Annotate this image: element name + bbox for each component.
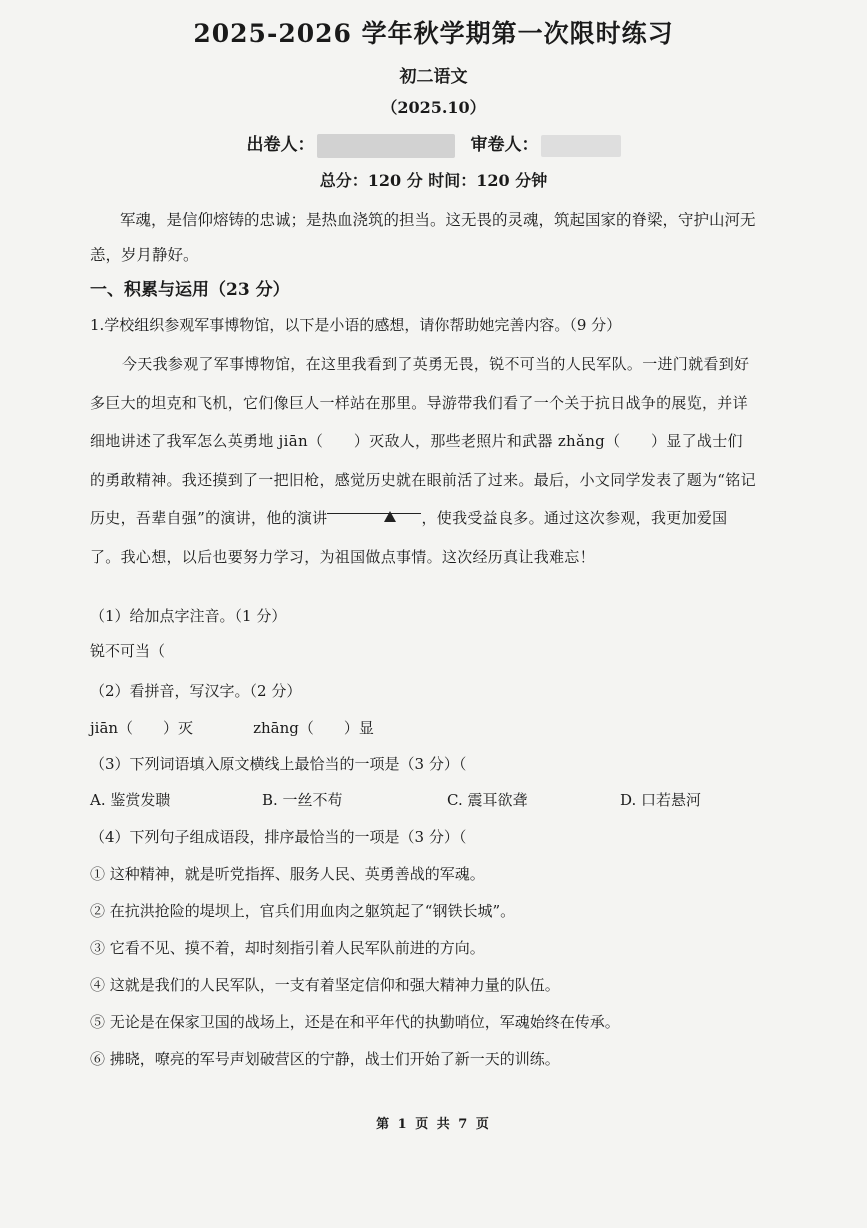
exam-title: 2025-2026 学年秋学期第一次限时练习 bbox=[193, 19, 674, 48]
exam-date: （2025.10） bbox=[381, 98, 486, 117]
sentence-item: ① 这种精神，就是听党指挥、服务人民、英勇善战的军魂。 bbox=[90, 865, 485, 883]
page-footer: 第 1 页 共 7 页 bbox=[376, 1117, 491, 1132]
subquestion-4: （4）下列句子组成语段，排序最恰当的一项是（3 分）（ bbox=[90, 828, 467, 846]
passage-part-d: ，使我受益良多。通过这次参观，我更加爱国了。我心想，以后也要努力学习，为祖国做点事情。这次经历真让我难忘！ bbox=[90, 509, 728, 566]
answer-blank bbox=[327, 499, 421, 514]
sentence-item: ⑤ 无论是在保家卫国的战场上，还是在和平年代的执勤哨位，军魂始终在传承。 bbox=[90, 1013, 620, 1031]
pinyin-item-zhang: zhāng（ ）显 bbox=[253, 719, 374, 737]
sentence-item: ④ 这就是我们的人民军队，一支有着坚定信仰和强大精神力量的队伍。 bbox=[90, 976, 560, 994]
sentence-item: ⑥ 拂晓，嘹亮的军号声划破营区的宁静，战士们开始了新一天的训练。 bbox=[90, 1050, 560, 1068]
intro-paragraph: 军魂，是信仰熔铸的忠诚；是热血浇筑的担当。这无畏的灵魂，筑起国家的脊梁，守护山河无恙，岁月静好。 bbox=[90, 211, 756, 264]
author-label: 出卷人： bbox=[246, 135, 315, 155]
reviewer-label: 审卷人： bbox=[470, 135, 539, 155]
subquestion-2-items bbox=[90, 717, 374, 738]
option-c: C. 震耳欲聋 bbox=[447, 791, 528, 809]
subquestion-2: （2）看拼音，写汉字。（2 分） bbox=[90, 682, 302, 700]
reading-passage bbox=[90, 345, 756, 576]
author-line bbox=[0, 130, 867, 158]
score-time: 总分：120 分 时间：120 分钟 bbox=[319, 171, 548, 190]
option-a: A. 鉴赏发聩 bbox=[90, 791, 171, 809]
redacted-reviewer bbox=[541, 135, 621, 157]
subquestion-1: （1）给加点字注音。（1 分） bbox=[90, 607, 287, 625]
sentence-item: ② 在抗洪抢险的堤坝上，官兵们用血肉之躯筑起了“钢铁长城”。 bbox=[90, 902, 516, 920]
passage-part-a: 今天我参观了军事博物馆，在这里我看到了英勇无畏，锐不可当的人民军队。一进门就看到好多巨大的坦克和飞机，它们像巨人一样站在那里。导游带我们看了一个关于抗日战争的展览，并详细地讲述了我军怎么英勇地 jiān（ bbox=[90, 355, 750, 450]
option-d: D. 口若悬河 bbox=[620, 791, 702, 809]
subquestion-1-item: 锐不可当（ bbox=[90, 642, 166, 660]
redacted-author bbox=[317, 134, 455, 158]
section-heading: 一、积累与运用（23 分） bbox=[90, 280, 290, 300]
question-1-prompt: 1.学校组织参观军事博物馆，以下是小语的感想，请你帮助她完善内容。（9 分） bbox=[90, 316, 622, 334]
subquestion-3: （3）下列词语填入原文横线上最恰当的一项是（3 分）（ bbox=[90, 755, 467, 773]
exam-subject: 初二语文 bbox=[399, 67, 468, 87]
triangle-icon bbox=[384, 511, 396, 522]
option-b: B. 一丝不苟 bbox=[262, 791, 343, 809]
pinyin-item-jian: jiān（ ）灭 bbox=[90, 719, 194, 737]
passage-part-b: ）灭敌人，那些老照片和武器 zhǎng（ bbox=[353, 432, 621, 450]
sentence-item: ③ 它看不见、摸不着，却时刻指引着人民军队前进的方向。 bbox=[90, 939, 485, 957]
passage-part-c: ）显了战士们的勇敢精神。我还摸到了一把旧枪，感觉历史就在眼前活了过来。最后，小文同学发表了题为“铭记历史，吾辈自强”的演讲，他的演讲 bbox=[90, 432, 756, 527]
